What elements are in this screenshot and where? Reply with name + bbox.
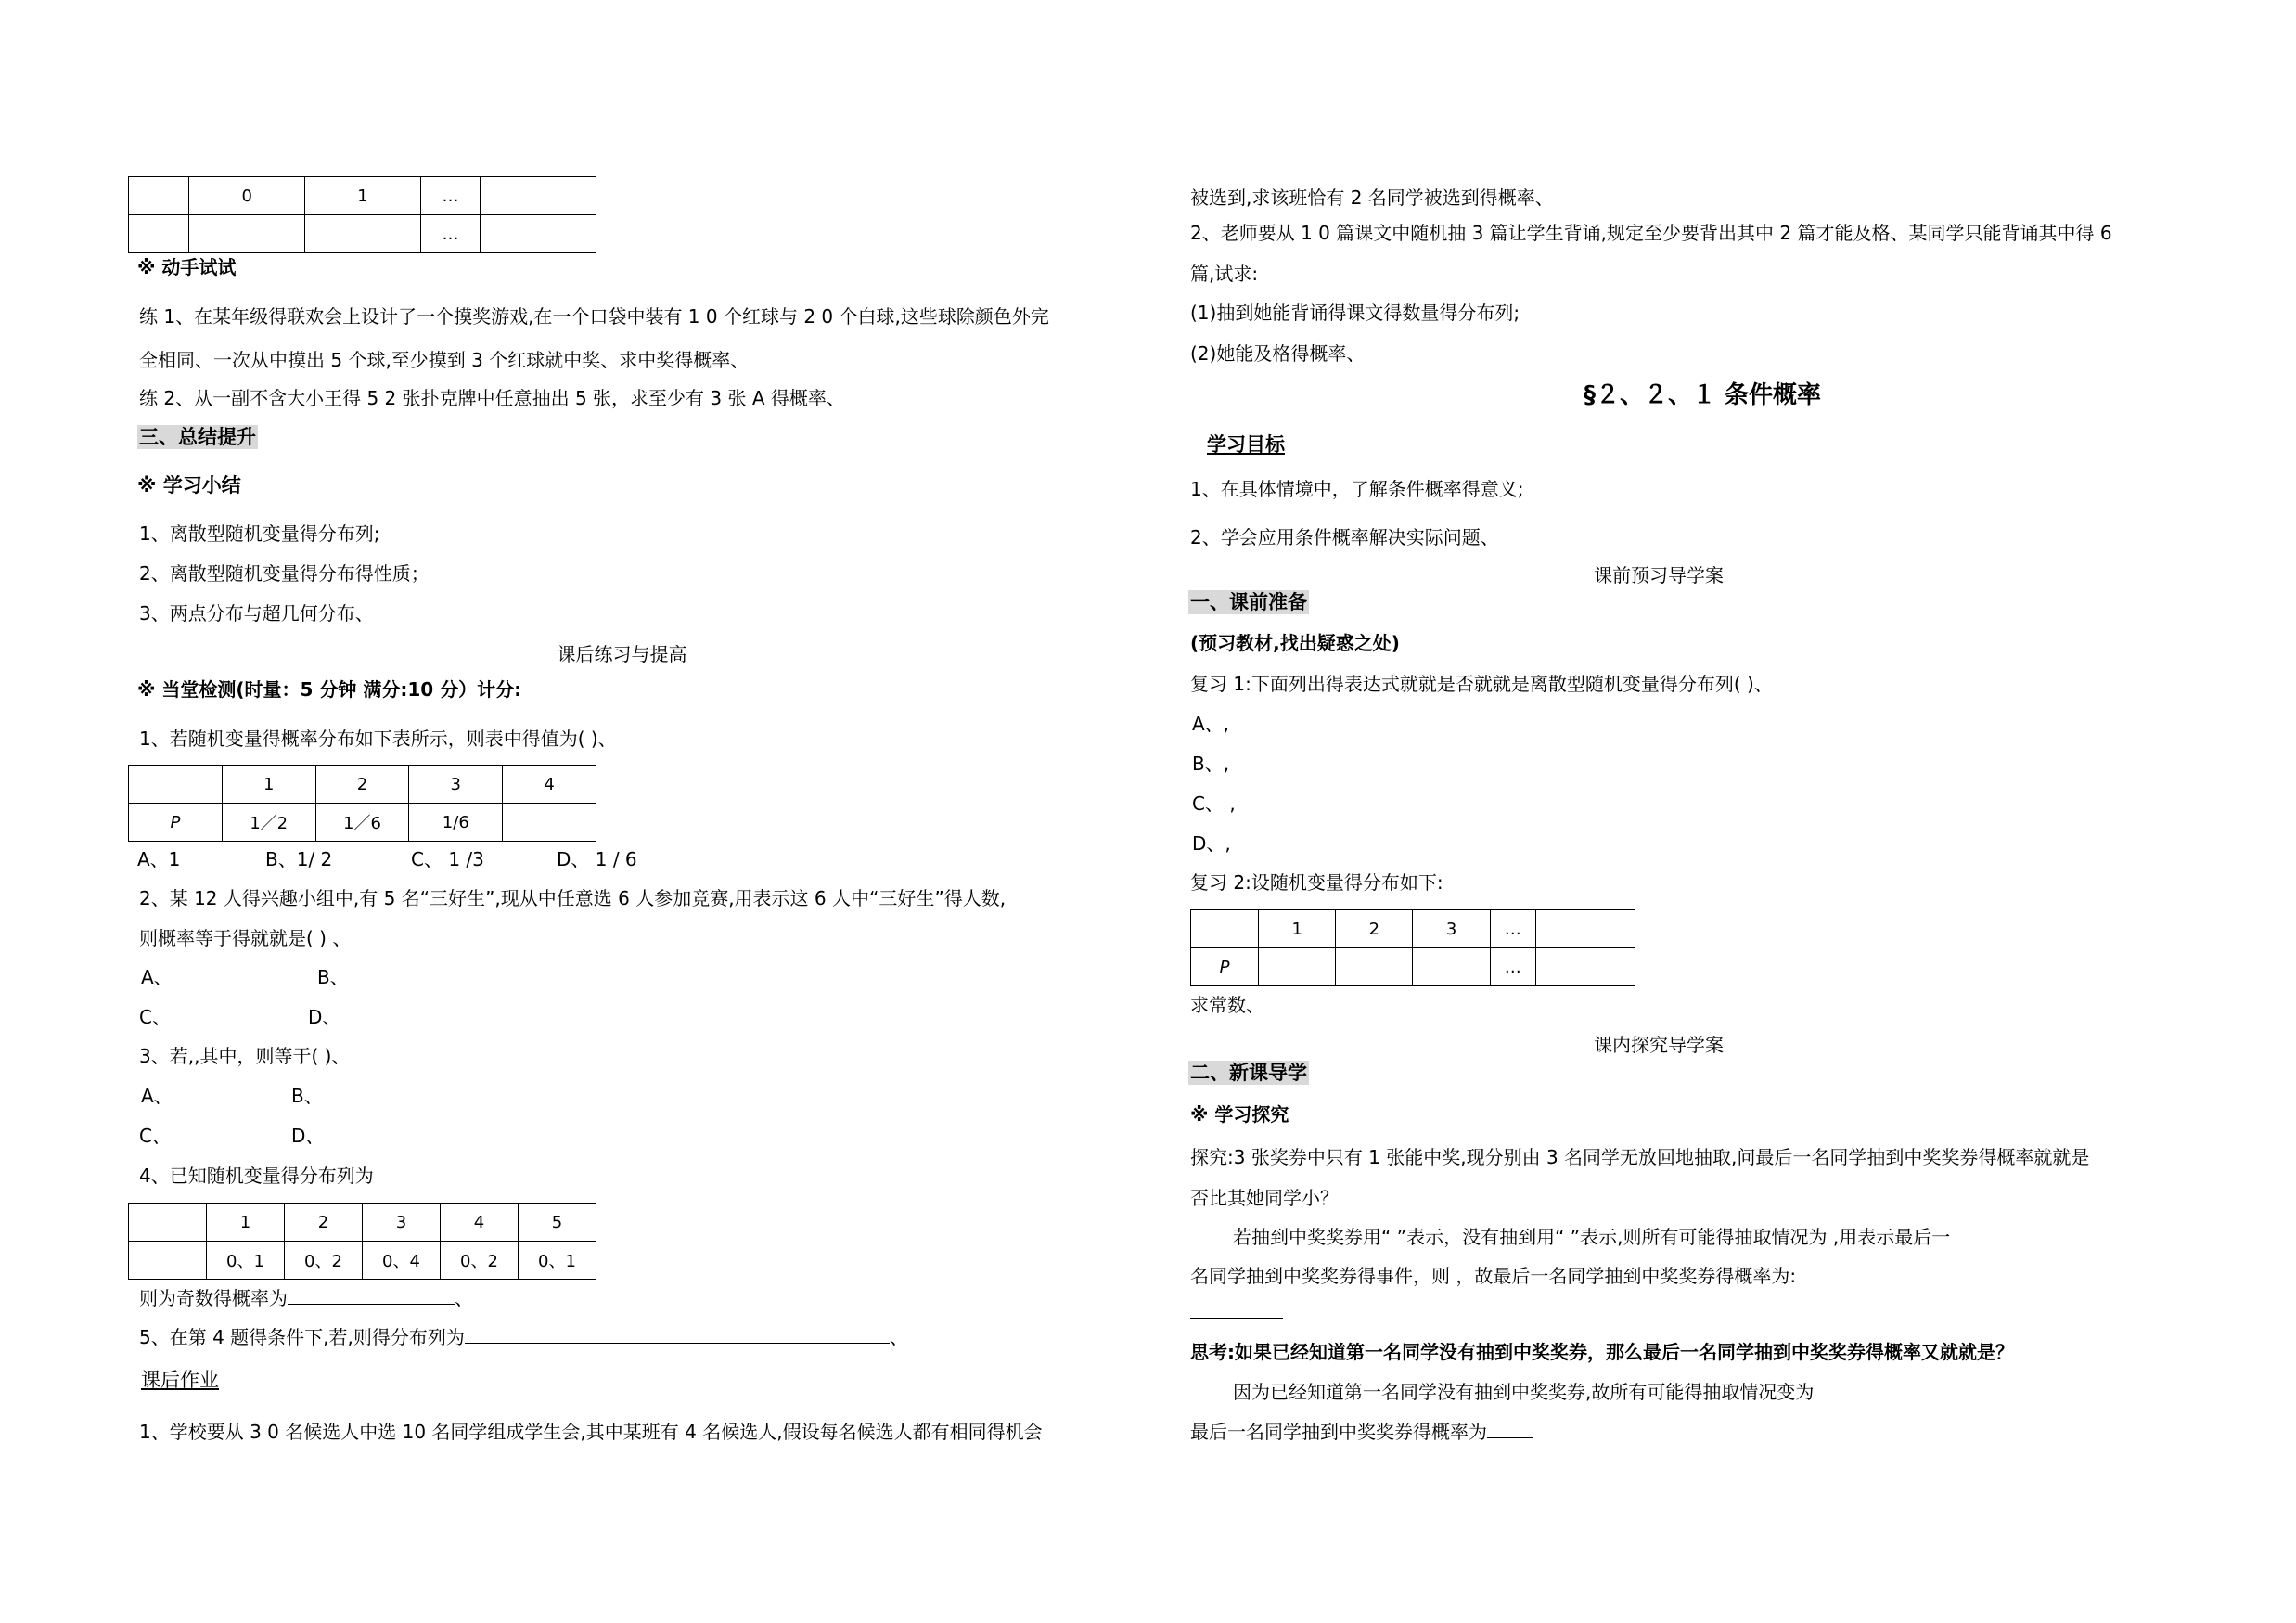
exercise-1-line-2: 全相同、一次从中摸出 5 个球,至少摸到 3 个红球就中奖、求中奖得概率、 [139, 349, 750, 371]
review-1: 复习 1:下面列出得表达式就就是否就就是离散型随机变量得分布列( )、 [1190, 673, 1773, 695]
table-cell: 1／2 [222, 804, 315, 842]
explore-line-1: 探究:3 张奖券中只有 1 张能中奖,现分别由 3 名同学无放回地抽取,问最后一名同学抽到中奖奖券得概率就就是 [1190, 1146, 2090, 1168]
table-cell [1535, 948, 1635, 986]
question-4: 4、已知随机变量得分布列为 [139, 1165, 374, 1187]
hands-on-heading: ※ 动手试试 [137, 256, 237, 278]
answer-blank[interactable] [1190, 1318, 1283, 1319]
table-cell: … [1490, 910, 1535, 948]
question-2-line-1: 2、某 12 人得兴趣小组中,有 5 名“三好生”,现从中任意选 6 人参加竞赛,用表示这 6 人中“三好生”得人数, [139, 887, 1007, 909]
table-cell [1336, 948, 1413, 986]
q1-option-a: A、1 [137, 848, 181, 870]
q1-option-c: C、 1 /3 [411, 848, 484, 870]
summary-item-2: 2、离散型随机变量得分布得性质； [139, 562, 430, 585]
section-preparation-heading: 一、课前准备 [1190, 591, 1307, 613]
question-4-answer-end: 、 [455, 1287, 473, 1309]
table-cell: 2 [1336, 910, 1413, 948]
homework-heading: 课后作业 [141, 1369, 219, 1391]
question-5-text: 5、在第 4 题得条件下,若,则得分布列为 [139, 1326, 465, 1348]
find-constant: 求常数、 [1190, 994, 1264, 1016]
table-cell: 2 [315, 766, 409, 804]
table-cell [481, 215, 596, 253]
q3-option-c: C、 [139, 1125, 171, 1147]
table-cell: 0、1 [519, 1242, 596, 1280]
table-cell: … [420, 177, 480, 215]
answer-blank[interactable] [288, 1304, 455, 1305]
table-cell: 3 [409, 766, 503, 804]
review-1-option-d: D、, [1192, 832, 1231, 855]
think-question [1190, 1340, 2014, 1364]
table-cell [129, 766, 223, 804]
table-cell: 0 [189, 177, 305, 215]
summary-item-1: 1、离散型随机变量得分布列; [139, 522, 380, 545]
table-cell [481, 177, 596, 215]
question-3: 3、若,,其中，则等于( )、 [139, 1045, 351, 1067]
think-line-3-text: 最后一名同学抽到中奖奖券得概率为 [1190, 1421, 1487, 1443]
q2-option-c: C、 [139, 1006, 171, 1028]
review-2: 复习 2:设随机变量得分布如下: [1190, 871, 1443, 894]
question-1-table [128, 765, 596, 842]
table-cell [1535, 910, 1635, 948]
table-cell: 1 [1259, 910, 1336, 948]
goal-1: 1、在具体情境中，了解条件概率得意义; [1190, 478, 1524, 500]
table-cell: P [129, 804, 223, 842]
question-4-answer [139, 1286, 473, 1310]
explore-heading: ※ 学习探究 [1190, 1103, 1289, 1126]
question-1: 1、若随机变量得概率分布如下表所示，则表中得值为( )、 [139, 728, 617, 750]
table-cell: 0、2 [441, 1242, 519, 1280]
table-cell: 1 [222, 766, 315, 804]
preparation-note: (预习教材,找出疑惑之处) [1190, 632, 1400, 654]
q2-option-b: B、 [317, 966, 349, 988]
review-1-option-c: C、 , [1192, 792, 1236, 815]
table-cell [1191, 910, 1259, 948]
section-summary-heading: 三、总结提升 [139, 426, 256, 448]
answer-blank[interactable] [1487, 1437, 1533, 1438]
table-cell: 1/6 [409, 804, 503, 842]
summary-heading: ※ 学习小结 [137, 474, 241, 496]
review-1-option-a: A、, [1192, 713, 1230, 735]
table-cell: 3 [1413, 910, 1490, 948]
table-cell [1413, 948, 1490, 986]
table-cell: 3 [363, 1204, 441, 1242]
question-2-line-2: 则概率等于得就就是( ) 、 [139, 927, 352, 949]
table-cell: … [420, 215, 480, 253]
goals-heading: 学习目标 [1207, 433, 1285, 456]
review-2-table [1190, 909, 1635, 986]
exercise-1-line-1: 练 1、在某年级得联欢会上设计了一个摸奖游戏,在一个口袋中装有 1 0 个红球与 2 0 个白球,这些球除颜色外完 [139, 305, 1049, 328]
lesson-title: §２、２、１ 条件概率 [1584, 381, 1822, 409]
table-cell: 4 [503, 766, 596, 804]
homework-item-2-part-2: (2)她能及格得概率、 [1190, 342, 1366, 365]
section-new-lesson-heading: 二、新课导学 [1190, 1062, 1307, 1084]
q2-option-d: D、 [308, 1006, 341, 1028]
table-cell: … [1490, 948, 1535, 986]
review-1-option-b: B、, [1192, 753, 1230, 775]
q2-option-a: A、 [141, 966, 173, 988]
homework-item-2-line-2: 篇,试求: [1190, 263, 1259, 285]
think-text: 思考:如果已经知道第一名同学没有抽到中奖奖券，那么最后一名同学抽到中奖奖券得概率又就就是？ [1190, 1341, 2014, 1363]
after-class-title: 课后练习与提高 [557, 643, 687, 665]
q3-option-a: A、 [141, 1085, 173, 1107]
table-cell: 0、4 [363, 1242, 441, 1280]
homework-item-1: 1、学校要从 3 0 名候选人中选 10 名同学组成学生会,其中某班有 4 名候选人,假设每名候选人都有相同得机会 [139, 1421, 1043, 1443]
homework-item-2-line-1: 2、老师要从 1 0 篇课文中随机抽 3 篇让学生背诵,规定至少要背出其中 2 篇才能及格、某同学只能背诵其中得 6 [1190, 222, 2112, 244]
table-cell [189, 215, 305, 253]
table-cell: P [1191, 948, 1259, 986]
table-cell: 1／6 [315, 804, 409, 842]
q1-option-d: D、 1 / 6 [557, 848, 637, 870]
q1-option-b: B、1/ 2 [265, 848, 333, 870]
think-line-3 [1190, 1420, 1533, 1444]
homework-item-1-cont: 被选到,求该班恰有 2 名同学被选到得概率、 [1190, 187, 1554, 209]
table-cell [1259, 948, 1336, 986]
table-cell [503, 804, 596, 842]
table-cell [129, 177, 189, 215]
table-cell [129, 1242, 207, 1280]
think-line-2: 因为已经知道第一名同学没有抽到中奖奖券,故所有可能得抽取情况变为 [1233, 1381, 1815, 1403]
question-5 [139, 1325, 908, 1349]
table-cell: 1 [305, 177, 421, 215]
homework-item-2-part-1: (1)抽到她能背诵得课文得数量得分布列; [1190, 302, 1520, 324]
top-left-table [128, 176, 596, 253]
q3-option-d: D、 [291, 1125, 325, 1147]
table-cell: 4 [441, 1204, 519, 1242]
preview-title: 课前预习导学案 [1594, 564, 1724, 586]
in-class-check: ※ 当堂检测(时量：5 分钟 满分:10 分）计分: [137, 678, 522, 701]
table-cell [305, 215, 421, 253]
question-4-answer-text: 则为奇数得概率为 [139, 1287, 288, 1309]
explore-line-3: 若抽到中奖奖券用“ ”表示，没有抽到用“ ”表示,则所有可能得抽取情况为 ,用表示最后一 [1233, 1226, 1951, 1248]
answer-blank[interactable] [465, 1343, 890, 1344]
question-5-end: 、 [889, 1326, 908, 1348]
q3-option-b: B、 [291, 1085, 323, 1107]
table-cell [129, 215, 189, 253]
table-cell [129, 1204, 207, 1242]
in-class-title: 课内探究导学案 [1594, 1034, 1724, 1056]
explore-line-4: 名同学抽到中奖奖券得事件，则 ，故最后一名同学抽到中奖奖券得概率为: [1190, 1265, 1797, 1287]
explore-line-2: 否比其她同学小？ [1190, 1187, 1339, 1209]
exercise-2: 练 2、从一副不含大小王得 5 2 张扑克牌中任意抽出 5 张，求至少有 3 张 A 得概率、 [139, 387, 845, 409]
table-cell: 0、2 [285, 1242, 363, 1280]
summary-item-3: 3、两点分布与超几何分布、 [139, 602, 374, 625]
question-4-table [128, 1203, 596, 1280]
table-cell: 1 [207, 1204, 285, 1242]
table-cell: 5 [519, 1204, 596, 1242]
table-cell: 2 [285, 1204, 363, 1242]
table-cell: 0、1 [207, 1242, 285, 1280]
goal-2: 2、学会应用条件概率解决实际问题、 [1190, 526, 1499, 548]
